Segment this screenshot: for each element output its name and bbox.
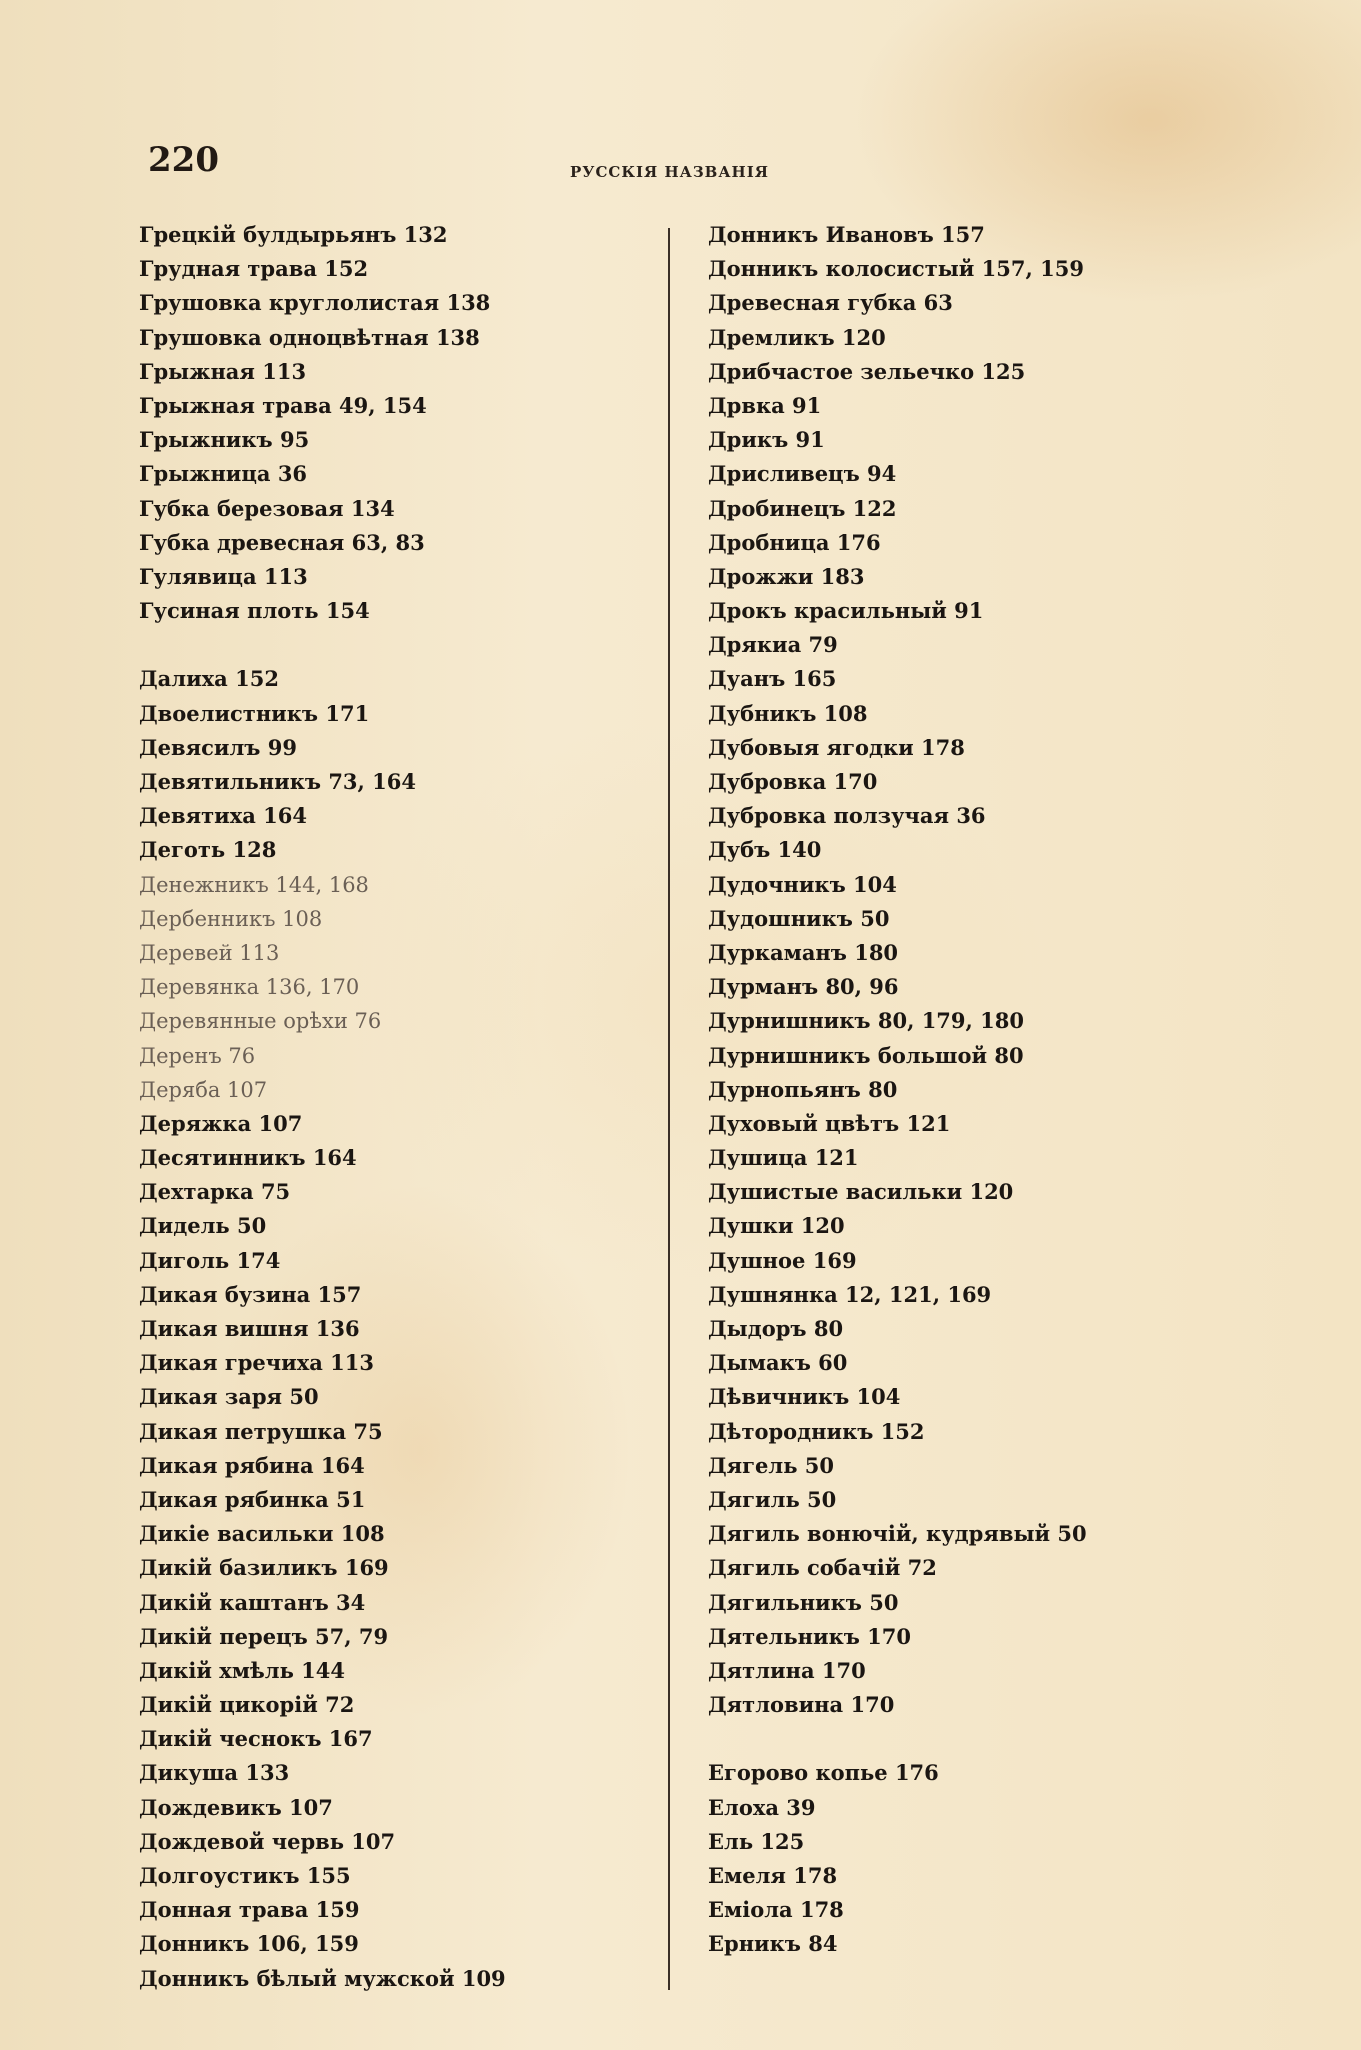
- index-entry: Дождевой червь 107: [139, 1828, 396, 1854]
- index-entry: Душица 121: [708, 1145, 859, 1171]
- index-entry: Дубровка 170: [708, 769, 878, 794]
- index-entry: Двоелистникъ 171: [139, 700, 370, 726]
- index-entry: Девясилъ 99: [139, 734, 297, 760]
- index-entry: Дробинецъ 122: [708, 495, 897, 521]
- index-entry: Дикая вишня 136: [139, 1316, 360, 1341]
- index-entry: Дудочникъ 104: [708, 871, 897, 897]
- index-entry: Дурманъ 80, 96: [708, 974, 899, 1000]
- index-entry: Деренъ 76: [139, 1043, 256, 1068]
- index-entry: Дуанъ 165: [708, 666, 837, 692]
- running-head: РУССКІЯ НАЗВАНІЯ: [570, 163, 769, 181]
- index-entry: Древесная губка 63: [708, 290, 953, 316]
- index-entry: Дикая рябина 164: [139, 1452, 365, 1478]
- index-entry: Дождевикъ 107: [139, 1794, 333, 1820]
- index-entry: Деряжка 107: [139, 1110, 303, 1136]
- index-entry: Губка древесная 63, 83: [139, 529, 425, 555]
- index-entry: Дрякиа 79: [708, 632, 838, 658]
- index-entry: Дрожжи 183: [708, 563, 865, 589]
- index-entry: Гусиная плоть 154: [139, 598, 370, 624]
- index-entry: Елоха 39: [708, 1794, 816, 1820]
- index-entry: Дикій хмѣль 144: [139, 1657, 346, 1683]
- index-entry: Дробница 176: [708, 529, 881, 555]
- index-entry: Десятинникъ 164: [139, 1145, 357, 1171]
- index-entry: Девятильникъ 73, 164: [139, 769, 416, 794]
- index-entry: Емеля 178: [708, 1863, 838, 1888]
- index-entry: Дубовыя ягодки 178: [708, 734, 965, 760]
- index-entry: Грыжная трава 49, 154: [139, 392, 427, 418]
- index-entry: Дрвка 91: [708, 392, 822, 418]
- index-entry: Денежникъ 144, 168: [139, 872, 369, 897]
- left-column: [139, 218, 506, 1996]
- index-entry: Далиха 152: [139, 666, 279, 692]
- section-gap: [139, 628, 506, 662]
- index-entry: Душное 169: [708, 1247, 857, 1273]
- index-entry: Дикая петрушка 75: [139, 1418, 383, 1444]
- index-entry: Духовый цвѣтъ 121: [708, 1110, 951, 1136]
- index-entry: Грецкій булдырьянъ 132: [139, 222, 448, 247]
- index-entry: Дягель 50: [708, 1452, 835, 1478]
- index-entry: Ель 125: [708, 1828, 805, 1854]
- index-entry: Дятлина 170: [708, 1657, 866, 1683]
- index-entry: Грудная трава 152: [139, 256, 369, 282]
- index-entry: Гулявица 113: [139, 563, 308, 589]
- index-entry: Дубникъ 108: [708, 700, 868, 726]
- index-entry: Дикій чеснокъ 167: [139, 1726, 373, 1752]
- column-divider: [668, 228, 670, 1990]
- index-entry: Дикій цикорій 72: [139, 1692, 355, 1718]
- index-entry: Губка березовая 134: [139, 495, 395, 521]
- index-entry: Долгоустикъ 155: [139, 1863, 351, 1888]
- index-entry: Деревей 113: [139, 940, 280, 965]
- index-entry: Дѣвичникъ 104: [708, 1384, 901, 1410]
- index-entry: Дятельникъ 170: [708, 1623, 911, 1649]
- index-entry: Донная трава 159: [139, 1897, 360, 1923]
- index-entry: Деряба 107: [139, 1077, 268, 1102]
- index-entry: Дурнишникъ 80, 179, 180: [708, 1008, 1024, 1034]
- index-entry: Дикая заря 50: [139, 1384, 319, 1410]
- index-entry: Деревянка 136, 170: [139, 975, 360, 1000]
- index-entry: Донникъ бѣлый мужской 109: [139, 1965, 506, 1991]
- page-number: 220: [148, 140, 219, 180]
- index-entry: Дрокъ красильный 91: [708, 598, 984, 624]
- index-entry: Дягиль 50: [708, 1486, 837, 1512]
- index-entry: Егорово копье 176: [708, 1760, 939, 1786]
- index-entry: Дикуша 133: [139, 1760, 290, 1786]
- index-entry: Дубъ 140: [708, 837, 822, 863]
- index-entry: Грушовка круглолистая 138: [139, 290, 491, 316]
- index-entry: Деготь 128: [139, 837, 277, 863]
- index-entry: Дикая рябинка 51: [139, 1486, 366, 1512]
- index-entry: Дубровка ползучая 36: [708, 803, 986, 829]
- index-entry: Дикій каштанъ 34: [139, 1589, 366, 1615]
- index-entry: Дурнопьянъ 80: [708, 1076, 898, 1102]
- index-entry: Дѣтородникъ 152: [708, 1418, 925, 1444]
- index-entry: Дрисливецъ 94: [708, 461, 897, 487]
- index-entry: Донникъ Ивановъ 157: [708, 222, 985, 247]
- index-entry: Грыжникъ 95: [139, 427, 310, 453]
- section-gap: [708, 1722, 1087, 1756]
- index-entry: Диголь 174: [139, 1247, 281, 1273]
- index-entry: Дикая гречиха 113: [139, 1350, 374, 1376]
- index-entry: Грыжная 113: [139, 358, 307, 384]
- index-entry: Дягиль собачій 72: [708, 1555, 937, 1581]
- index-entry: Донникъ 106, 159: [139, 1931, 359, 1957]
- index-entry: Дремликъ 120: [708, 324, 886, 350]
- index-entry: Дягиль вонючій, кудрявый 50: [708, 1521, 1087, 1547]
- index-entry: Дрибчастое зельечко 125: [708, 358, 1026, 384]
- index-entry: Дятловина 170: [708, 1692, 895, 1718]
- index-entry: Дуркаманъ 180: [708, 939, 899, 965]
- index-entry: Дурнишникъ большой 80: [708, 1042, 1024, 1068]
- index-entry: Ерникъ 84: [708, 1931, 838, 1957]
- index-entry: Донникъ колосистый 157, 159: [708, 256, 1084, 282]
- index-entry: Душнянка 12, 121, 169: [708, 1281, 992, 1307]
- index-entry: Дыдоръ 80: [708, 1316, 844, 1341]
- index-entry: Дрикъ 91: [708, 427, 825, 453]
- index-entry: Девятиха 164: [139, 803, 307, 829]
- index-entry: Деревянные орѣхи 76: [139, 1009, 382, 1034]
- index-entry: Душки 120: [708, 1213, 845, 1239]
- index-entry: Дикій перецъ 57, 79: [139, 1623, 389, 1649]
- index-entry: Дербенникъ 108: [139, 906, 323, 931]
- index-entry: Грыжница 36: [139, 461, 308, 487]
- index-entry: Еміола 178: [708, 1897, 844, 1923]
- index-entry: Дикій базиликъ 169: [139, 1555, 389, 1581]
- index-entry: Дикіе васильки 108: [139, 1521, 385, 1547]
- index-entry: Дидель 50: [139, 1213, 267, 1239]
- right-column: [708, 218, 1087, 1962]
- index-entry: Дикая бузина 157: [139, 1281, 362, 1307]
- index-entry: Дымакъ 60: [708, 1350, 848, 1376]
- index-entry: Дехтарка 75: [139, 1179, 291, 1205]
- index-entry: Дудошникъ 50: [708, 905, 890, 931]
- index-entry: Душистые васильки 120: [708, 1179, 1014, 1205]
- index-entry: Грушовка одноцвѣтная 138: [139, 324, 480, 350]
- index-entry: Дягильникъ 50: [708, 1589, 899, 1615]
